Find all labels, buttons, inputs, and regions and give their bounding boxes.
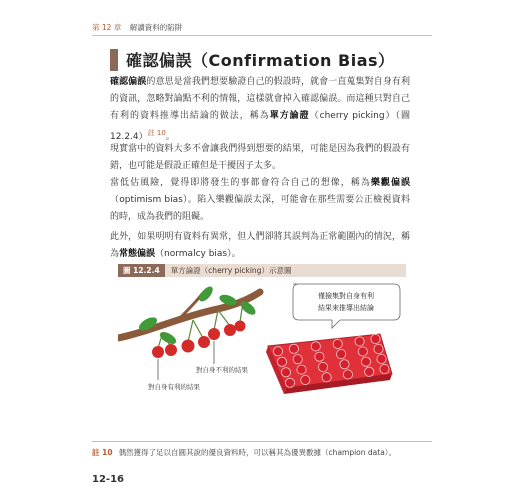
- boxed-cherry: [343, 370, 352, 379]
- term-confirmation-bias: 確認偏誤: [110, 77, 147, 87]
- boxed-cherry: [377, 354, 386, 363]
- figure-caption: 單方論證（cherry picking）示意圖: [170, 266, 292, 275]
- paragraph-3: [110, 175, 410, 226]
- figure-number: 圖 12.2.4: [118, 264, 165, 277]
- footnote-label: 註 10: [92, 448, 113, 457]
- cherry: [198, 336, 210, 348]
- boxed-cherry: [289, 344, 298, 353]
- boxed-cherry: [273, 347, 282, 356]
- boxed-cherry: [365, 367, 374, 376]
- paragraph-4: [110, 229, 410, 263]
- term-normalcy-bias: 常態偏誤: [119, 249, 156, 259]
- footnote-text: 偶然獲得了足以自圓其說的優良資料時，可以稱其為優異數據（champion data）。: [118, 448, 397, 457]
- p4-text2: （normalcy bias）。: [155, 249, 241, 259]
- bubble-line-1: 僅撿集對自身有利: [318, 292, 374, 300]
- boxed-cherry: [358, 347, 367, 356]
- boxed-cherry: [355, 337, 364, 346]
- cherry: [208, 328, 220, 340]
- footnote-divider: [92, 441, 432, 442]
- section-title: 確認偏誤（Confirmation Bias）: [126, 51, 395, 70]
- p3-text2: （optimism bias）。陷入樂觀偏誤太深，可能會在那些需要公正檢視資料的時，成為我們的阻礙。: [110, 195, 410, 222]
- section-heading: [110, 48, 395, 71]
- heading-marker: [110, 49, 118, 71]
- header-divider: [92, 35, 432, 36]
- chapter-title: 解讀資料的陷阱: [129, 23, 183, 32]
- term-optimism-bias: 樂觀偏誤: [370, 178, 410, 188]
- boxed-cherry: [337, 350, 346, 359]
- boxed-cherry: [380, 364, 389, 373]
- p1-text1: 的意思是當我們想要驗證自己的假設時，就會一直蒐集對自身有利的資訊，忽略對論點不利的情報，這樣就會掉入確認偏誤。而這種只對自己有利的資料推導出結論的做法，稱為: [110, 77, 410, 121]
- cherry-picking-illustration: [118, 280, 406, 410]
- label-good-result: 對自身有利的結果: [148, 383, 200, 391]
- label-bad-result: 對自身不利的結果: [196, 366, 248, 374]
- boxed-cherry: [315, 352, 324, 361]
- boxed-cherry: [293, 355, 302, 364]
- term-cherry-picking: 單方論證: [269, 111, 310, 121]
- boxed-cherry: [340, 360, 349, 369]
- chapter-label: 第 12 章: [92, 23, 122, 32]
- boxed-cherry: [371, 334, 380, 343]
- p3-text1: 當低估風險，覺得即將發生的事都會符合自己的想像，稱為: [110, 178, 371, 188]
- boxed-cherry: [361, 357, 370, 366]
- cherry: [235, 321, 246, 332]
- cherry: [152, 346, 164, 358]
- paragraph-1: [110, 74, 410, 146]
- boxed-cherry: [281, 368, 290, 377]
- figure-caption-bar: [118, 264, 406, 277]
- boxed-cherry: [322, 373, 331, 382]
- boxed-cherry: [333, 339, 342, 348]
- cherry: [182, 340, 195, 353]
- footnote: [92, 447, 396, 458]
- p1-text3: 。: [165, 132, 175, 142]
- cherry: [224, 324, 236, 336]
- footnote-ref[interactable]: 註 10: [147, 129, 166, 137]
- boxed-cherry: [285, 378, 294, 387]
- boxed-cherry: [301, 375, 310, 384]
- p1-text2: （cherry picking）（圖 12.2.4）: [110, 111, 410, 142]
- boxed-cherry: [374, 344, 383, 353]
- boxed-cherry: [318, 362, 327, 371]
- paragraph-2: 現實當中的資料大多不會讓我們得到想要的結果，可能是因為我們的假設有錯，也可能是假設正確但是干擾因子太多。: [110, 144, 410, 171]
- cherry: [165, 344, 177, 356]
- boxed-cherry: [277, 357, 286, 366]
- boxed-cherry: [311, 342, 320, 351]
- leaf: [197, 284, 215, 304]
- running-header: [92, 22, 182, 33]
- p4-text1: 此外，如果明明有資料有異常，但人們卻將其誤判為正常範圍內的情況，稱為: [110, 232, 410, 259]
- page-number: 12-16: [92, 474, 124, 485]
- boxed-cherry: [297, 365, 306, 374]
- bubble-line-2: 結果來推導出結論: [318, 304, 374, 312]
